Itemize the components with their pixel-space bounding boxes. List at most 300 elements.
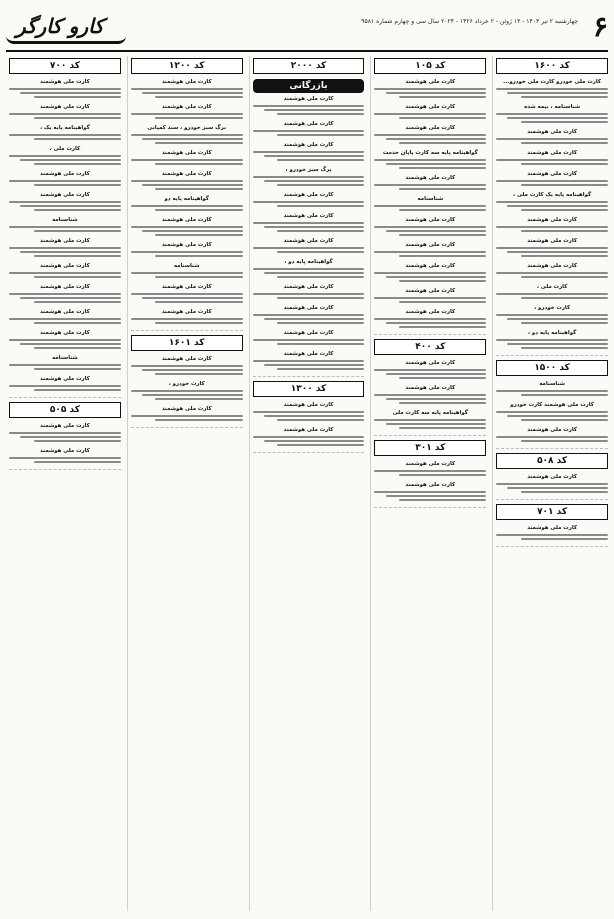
ad-text-line [9,293,121,295]
ad-title: کارت ملی ، [536,284,568,290]
ad-text-line [277,297,364,299]
ad-text-line [386,398,487,400]
classified-ad [374,385,486,404]
classified-ad [9,284,121,303]
ad-title: کارت ملی هوشمند [527,171,577,177]
section-code-header: کد ۱۲۰۰ [131,58,243,74]
ad-text-line [9,180,121,182]
ad-text-line [399,96,486,98]
ad-text-line [131,365,243,367]
ad-title: کارت ملی هوشمند [283,402,334,408]
ad-text-line [9,88,121,90]
ad-text-line [253,339,365,341]
ad-text-line [9,226,121,228]
ad-title: کارت ملی ، [49,146,81,152]
ad-text-line [34,301,121,303]
ad-text-line [264,226,365,228]
ad-text-line [521,96,608,98]
classified-ad [374,482,486,501]
ad-title: شناسنامه [417,196,444,202]
section-divider [496,499,608,500]
classified-column [370,56,486,911]
ad-text-line [277,251,364,253]
ad-text-line [521,440,608,442]
ad-title: شناسنامه [52,355,78,361]
classified-ad [9,217,121,232]
ad-text-line [142,230,243,232]
ad-title: گواهینامه پایه یک ، [40,125,90,131]
ad-text-line [386,495,487,497]
ad-text-line [253,176,365,178]
ad-text-line [521,209,608,211]
ad-text-line [521,142,608,144]
classified-ad [131,242,243,257]
ad-text-line [399,188,486,190]
classified-ad [496,305,608,324]
ad-text-line [386,230,487,232]
section-divider [374,507,486,508]
section-code-header: کد ۱۶۰۱ [131,335,243,351]
ad-text-line [496,293,608,295]
ad-text-line [131,293,243,295]
ad-text-line [155,373,242,375]
classified-ad [131,79,243,98]
ad-text-line [399,117,486,119]
ad-text-line [507,117,608,119]
ad-title: کارت ملی هوشمند [161,150,212,156]
ad-title: کارت ملی هوشمند [405,104,456,110]
classified-ad [496,150,608,165]
classified-ad [253,192,365,207]
ad-title: گواهینامه پایه دو ، [527,330,577,336]
classified-ad [9,448,121,463]
classified-ad [496,263,608,278]
classified-ad [9,376,121,391]
section-code-header: کد ۱۶۰۰ [496,58,608,74]
ad-text-line [277,184,364,186]
ad-text-line [277,134,364,136]
ad-title: گواهینامه پایه سه کارت پایان خدمت [382,150,478,156]
section-divider [374,334,486,335]
ad-text-line [155,255,242,257]
ad-title: کارت ملی هوشمند [40,238,90,244]
classified-column [492,56,608,911]
classified-ad [131,356,243,375]
classified-ad [374,360,486,379]
section-code-header: کد ۷۰۱ [496,504,608,520]
ad-text-line [374,159,486,161]
ad-text-line [399,427,486,429]
ad-text-line [131,318,243,320]
classified-ad [131,309,243,324]
classified-ad [253,167,365,186]
ad-text-line [20,297,121,299]
ad-text-line [155,301,242,303]
ad-text-line [386,138,487,140]
section-brand-banner: بازرگانی [253,79,365,93]
ad-text-line [399,142,486,144]
section-divider [496,448,608,449]
classified-ad [374,104,486,119]
ad-text-line [20,251,121,253]
ad-text-line [253,201,365,203]
classified-ad [253,238,365,253]
ad-text-line [9,134,121,136]
ad-text-line [9,339,121,341]
ad-text-line [253,247,365,249]
classified-ad [131,406,243,421]
classified-ad [496,284,608,299]
ad-text-line [496,138,608,140]
ad-title: کارت ملی هوشمند [405,263,456,269]
ad-title: کارت ملی هوشمند [283,142,334,148]
classified-ad [496,192,608,211]
ad-title: شناسنامه [173,263,200,269]
ad-text-line [507,318,608,320]
section-code-header: کد ۱۳۰۰ [253,381,365,397]
section-code-header: کد ۳۰۱ [374,440,486,456]
ad-title: کارت ملی هوشمند [40,448,90,454]
ad-title: کارت ملی هوشمند [527,217,577,223]
classified-ad [131,381,243,400]
ad-text-line [142,184,243,186]
ad-title: کارت ملی هوشمند [40,104,90,110]
classified-ad [253,96,365,115]
ad-title: گواهینامه پایه یک کارت ملی ، [513,192,592,198]
ad-text-line [34,184,121,186]
ad-text-line [155,322,242,324]
ad-title: کارت ملی هوشمند [161,309,212,315]
ad-title: کارت ملی هوشمند [527,150,577,156]
classified-ad [253,259,365,278]
ad-text-line [34,368,121,370]
classified-ad [131,196,243,211]
classified-ad [374,125,486,144]
ad-text-line [399,280,486,282]
ad-text-line [9,247,121,249]
ad-text-line [34,440,121,442]
ad-text-line [253,222,365,224]
ad-text-line [253,151,365,153]
classified-ad [496,427,608,442]
ad-title: کارت ملی هوشمند [161,217,212,223]
ad-text-line [399,474,486,476]
section-divider [131,427,243,428]
ad-text-line [496,247,608,249]
ad-text-line [521,163,608,165]
section-code-header: کد ۷۰۰ [9,58,121,74]
classified-ad [9,125,121,140]
ad-text-line [374,419,486,421]
ad-text-line [20,436,121,438]
ad-text-line [264,180,365,182]
ad-text-line [253,411,365,413]
ad-title: کارت ملی هوشمند [40,309,90,315]
ad-title: کارت ملی هوشمند [405,217,456,223]
ad-text-line [131,272,243,274]
ad-text-line [131,226,243,228]
classified-ad [496,238,608,257]
ad-text-line [131,205,243,207]
logo-swoosh [6,36,126,44]
ad-text-line [264,318,365,320]
ad-title: کارت ملی هوشمند [40,330,90,336]
classified-ad [253,305,365,324]
ad-text-line [521,538,608,540]
classified-ad [131,125,243,144]
classified-ad [131,171,243,190]
ad-text-line [34,117,121,119]
ad-title: کارت ملی هوشمند [283,284,334,290]
classified-ad [9,104,121,119]
ad-text-line [131,159,243,161]
ad-text-line [131,415,243,417]
ad-title: کارت ملی هوشمند [527,238,577,244]
ad-text-line [496,272,608,274]
ad-title: کارت ملی هوشمند [283,96,334,102]
ad-text-line [277,205,364,207]
ad-text-line [521,322,608,324]
ad-text-line [34,96,121,98]
ad-text-line [9,364,121,366]
ad-text-line [399,234,486,236]
ad-title: کارت ملی هوشمند [161,104,212,110]
classified-ad [496,525,608,540]
ad-title: کارت ملی خودرو کارت ملی خودرو... [503,79,602,85]
section-code-header: کد ۱۰۵ [374,58,486,74]
section-divider [496,355,608,356]
ad-title: کارت ملی هوشمند کارت خودرو [510,402,594,408]
classified-ad [496,402,608,421]
ad-text-line [521,230,608,232]
classified-column [249,56,365,911]
section-code-header: کد ۵۰۸ [496,453,608,469]
ad-text-line [496,534,608,536]
ad-text-line [131,390,243,392]
section-divider [131,330,243,331]
classified-column [6,56,121,911]
ad-text-line [131,113,243,115]
ad-text-line [507,92,608,94]
ad-text-line [9,201,121,203]
ad-text-line [521,394,608,396]
classified-ad [131,284,243,303]
classified-ad [496,104,608,123]
ad-text-line [521,491,608,493]
ad-text-line [374,272,486,274]
ad-text-line [20,205,121,207]
ad-text-line [34,230,121,232]
ad-text-line [131,88,243,90]
ad-text-line [155,209,242,211]
section-divider [253,376,365,377]
ad-text-line [277,159,364,161]
ad-text-line [277,230,364,232]
classified-ad [9,146,121,165]
ad-text-line [496,314,608,316]
ad-text-line [142,138,243,140]
ad-text-line [253,360,365,362]
classified-ad [374,79,486,98]
ad-title: کارت ملی هوشمند [40,171,90,177]
ad-title: کارت ملی هوشمند [405,385,456,391]
ad-text-line [253,130,365,132]
ad-title: کارت ملی هوشمند [527,525,577,531]
ad-title: گواهینامه پایه دو [164,196,209,202]
classified-ad [496,474,608,493]
classified-ad [374,309,486,328]
ad-text-line [264,109,365,111]
ad-title: کارت ملی هوشمند [283,238,334,244]
ad-title: کارت ملی هوشمند [283,192,334,198]
ad-text-line [374,318,486,320]
ad-title: کارت ملی هوشمند [40,192,90,198]
classified-ad [374,196,486,211]
ad-text-line [155,398,242,400]
ad-text-line [264,272,365,274]
classified-column [127,56,243,911]
ad-text-line [155,276,242,278]
classified-ad [131,263,243,278]
ad-title: کارت ملی هوشمند [283,305,334,311]
ad-title: کارت ملی هوشمند [283,121,334,127]
ad-text-line [142,297,243,299]
ad-title: کارت ملی هوشمند [283,330,334,336]
ad-title: کارت ملی هوشمند [161,242,212,248]
ad-title: کارت ملی هوشمند [283,427,334,433]
ad-text-line [496,339,608,341]
ad-text-line [155,117,242,119]
classified-ad [374,217,486,236]
ad-text-line [496,411,608,413]
page-header [6,10,608,52]
ad-text-line [386,92,487,94]
ad-text-line [507,251,608,253]
classified-ad [374,263,486,282]
ad-text-line [496,113,608,115]
ad-text-line [399,209,486,211]
ad-text-line [386,163,487,165]
ad-text-line [131,134,243,136]
ad-title: شناسنامه [52,217,78,223]
ad-title: کارت ملی هوشمند [283,351,334,357]
date-line: چهارشنبه ۲ تیر ۱۴۰۳ - ۱۳ ژوئن - ۲ خرداد ۱۴۲۶ - ۲۰۲۴ سال سی و چهارم شماره ۹۵۸۱ [361,18,578,25]
ad-text-line [277,419,364,421]
ad-text-line [521,184,608,186]
section-code-header: کد ۴۰۰ [374,339,486,355]
ad-title: کارت ملی هوشمند [527,474,577,480]
ad-text-line [20,92,121,94]
ad-text-line [496,226,608,228]
ad-text-line [142,369,243,371]
ad-title: کارت ملی هوشمند [283,213,334,219]
ad-text-line [34,461,121,463]
section-code-header: کد ۲۰۰۰ [253,58,365,74]
ad-title: کارت ملی هوشمند [40,263,90,269]
ad-title: کارت ملی هوشمند [161,356,212,362]
ad-text-line [399,499,486,501]
ad-text-line [374,369,486,371]
ad-text-line [9,457,121,459]
ad-text-line [142,92,243,94]
ad-text-line [277,444,364,446]
classified-ad [496,381,608,396]
section-code-header: کد ۵۰۵ [9,402,121,418]
classified-ad [496,129,608,144]
ad-text-line [9,318,121,320]
section-divider [9,469,121,470]
classified-ad [374,288,486,303]
ad-text-line [374,491,486,493]
ad-text-line [253,293,365,295]
classified-ad [9,192,121,211]
ad-text-line [9,432,121,434]
ad-text-line [399,301,486,303]
classified-ad [374,461,486,476]
ad-title: کارت ملی هوشمند [161,79,212,85]
ad-text-line [374,88,486,90]
classified-ad [9,171,121,186]
ad-text-line [507,415,608,417]
ad-text-line [264,440,365,442]
classified-ad [253,330,365,345]
classified-ad [9,330,121,349]
ad-text-line [34,138,121,140]
page-number: ۶ [592,10,608,43]
ad-text-line [253,314,365,316]
ad-text-line [9,155,121,157]
ad-text-line [34,276,121,278]
ad-text-line [277,322,364,324]
classified-ad [131,104,243,119]
ad-text-line [277,343,364,345]
ad-title: برگ سبز خودرو ، [285,167,332,173]
classified-ad [9,238,121,257]
ad-title: کارت ملی هوشمند [161,406,212,412]
ad-title: کارت ملی هوشمند [161,171,212,177]
ad-text-line [374,113,486,115]
ad-text-line [374,134,486,136]
classified-ad [496,217,608,232]
section-divider [374,435,486,436]
ad-title: کارت ملی هوشمند [40,79,90,85]
classifieds-columns [6,56,608,911]
ad-text-line [253,436,365,438]
classified-ad [253,142,365,161]
ad-text-line [34,322,121,324]
classified-ad [374,175,486,190]
ad-title: شناسنامه [539,381,565,387]
ad-text-line [507,487,608,489]
ad-title: کارت ملی هوشمند [405,482,456,488]
classified-ad [253,351,365,370]
ad-text-line [20,343,121,345]
ad-text-line [496,180,608,182]
ad-text-line [496,436,608,438]
ad-text-line [155,96,242,98]
classified-ad [253,213,365,232]
classified-ad [374,150,486,169]
classified-ad [253,427,365,446]
classified-ad [496,330,608,349]
ad-title: گواهینامه پایه سه کارت ملی [392,410,468,416]
ad-title: کارت خودرو ، [168,381,205,387]
ad-text-line [155,163,242,165]
ad-text-line [155,142,242,144]
classified-ad [131,150,243,165]
section-code-header: کد ۱۵۰۰ [496,360,608,376]
ad-text-line [386,423,487,425]
